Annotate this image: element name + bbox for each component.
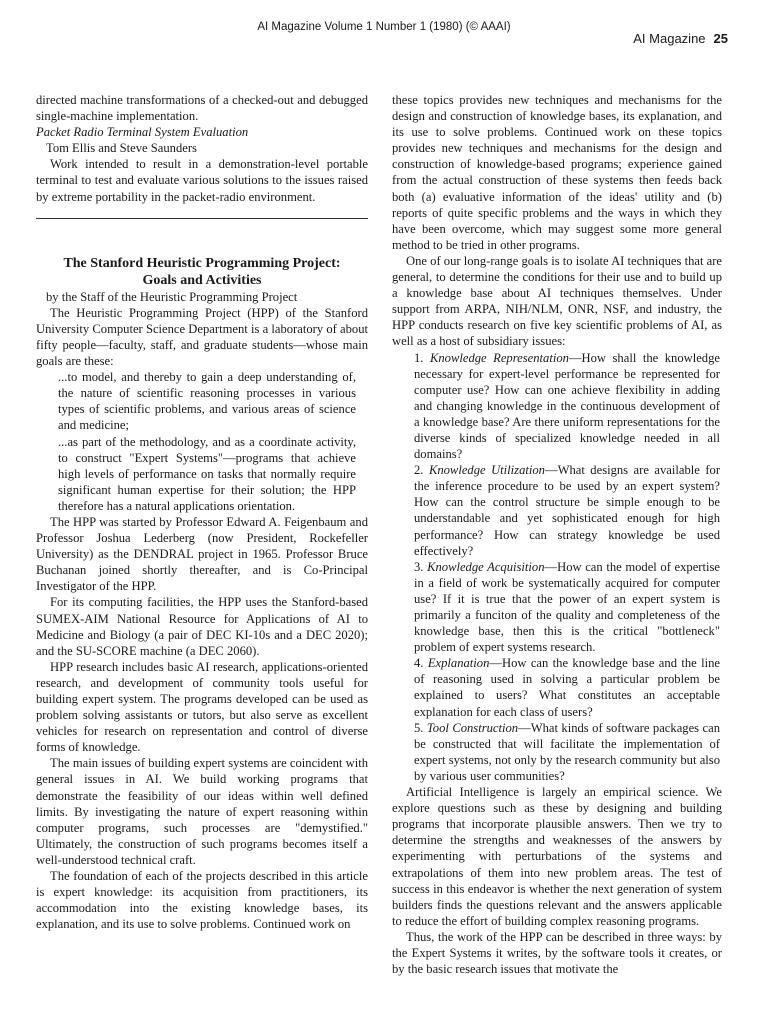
issue-number: 1. <box>414 350 424 365</box>
issue-text: —How can the model of expertise in a field of work be systematically acquired for computer use? If it is true that the power of an expert system is primarily a funciton of the quality and completeness of the knowledge base, then this is the critical "bottleneck" problem of expert systems research. <box>414 559 720 655</box>
paragraph-facilities: For its computing facilities, the HPP uses the Stanford-based SUMEX-AIM National Resource for Applications of AI to Medicine and Biology (a pair of DEC KI-10s and a DEC 2020); and the SU-SCORE machine (a DEC 2060). <box>36 595 368 658</box>
paragraph-empirical: Artificial Intelligence is largely an empirical science. We explore questions such as these by designing and building programs that incorporate plausible answers. Then we try to determine the strengths and weaknesses of the answers by experimenting with perturbations of the systems and extrapolations of them into new problem areas. The test of success in this endeavor is whether the next generation of system builders finds the questions relevant and the answers applicable to reduce the effort of building complex reasoning programs. <box>392 785 722 928</box>
goal-item-1: ...to model, and thereby to gain a deep understanding of, the nature of scientific reasoning processes in various types of scientific problems, and various areas of science and medicine; <box>58 370 356 433</box>
issue-text: —How shall the knowledge necessary for expert-level performance be represented for computer use? How can one achieve flexibility in adding and changing knowledge in the continuous development of a knowledge base? Are there uniform representations for the diverse kinds of specialized knowledge needed in all domains? <box>414 350 720 462</box>
article-title-line-1: The Stanford Heuristic Programming Project: <box>63 255 341 271</box>
article-title-line-2: Goals and Activities <box>142 272 262 288</box>
paragraph-foundation: The foundation of each of the projects described in this article is expert knowledge: its acquisition from practitioners, its accommodation into the existing knowledge bases, its explanation, and its use to solve problems. Continued work on <box>36 869 368 932</box>
issue-label: Tool Construction <box>426 720 519 735</box>
issue-label: Knowledge Acquisition <box>427 559 545 574</box>
issue-label: Knowledge Representation <box>429 350 569 365</box>
page-number: 25 <box>713 31 728 46</box>
paragraph-issues: The main issues of building expert systems are coincident with general issues in AI. We build working programs that demonstrate the feasibility of our ideas within well defined limits. By investigating the nature of expert reasoning within computer programs, such processes are "demystified." Ultimately, the construction of such programs becomes itself a well-understood technical craft. <box>36 756 368 867</box>
left-column <box>36 92 368 932</box>
issue-text: —What designs are available for the inference procedure to be used by an expert system? How can the control structure be simple enough to be understandable and yet sophisticated enough for high performance? How can strategy knowledge be used effectively? <box>414 463 721 558</box>
issue-item-5 <box>392 720 722 784</box>
paragraph-research: HPP research includes basic AI research, applications-oriented research, and development of community tools useful for building expert system. The programs developed can be used as problem solving assistants or tutors, but also serve as excellent vehicles for research on representation and control of diverse forms of knowledge. <box>36 659 368 755</box>
issue-number: 3. <box>414 559 424 574</box>
issue-number: 5. <box>414 720 424 735</box>
paragraph-intro: The Heuristic Programming Project (HPP) of the Stanford University Computer Science Department is a laboratory of about fifty people—faculty, staff, and graduate students—whose main goals are these: <box>36 305 368 369</box>
project-item-authors: Tom Ellis and Steve Saunders <box>46 141 197 156</box>
issue-label: Knowledge Utilization <box>428 463 545 478</box>
right-column <box>392 92 722 977</box>
project-item-title: Packet Radio Terminal System Evaluation <box>36 125 249 140</box>
article-title <box>36 255 368 289</box>
issue-label: Explanation <box>427 656 490 671</box>
section-divider <box>36 218 368 219</box>
paragraph-history: The HPP was started by Professor Edward A. Feigenbaum and Professor Joshua Lederberg (now President, Rockefeller University) as the DENDRAL project in 1965. Professor Bruce Buchanan joined shortly thereafter, and is Co-Principal Investigator of the HPP. <box>36 514 368 594</box>
issue-text: —What kinds of software packages can be constructed that will facilitate the implementation of expert systems, not only by the research community but also by various user communities? <box>414 720 720 783</box>
issue-number: 4. <box>414 656 424 671</box>
issue-item-4 <box>392 655 722 719</box>
paragraph-continuation-right: these topics provides new techniques and mechanisms for the design and construction of knowledge bases, its explanation, and its use to solve problems. Continued work on these topics provides new techniques and mechanisms for the design and construction of knowledge-based programs; experience gained from the actual construction of these systems then feeds back both (a) evaluative information of the ideas' utility and (b) reports of quite specific problems and the ways in which they have been overcome, which may suggest some more general method to be tried in other programs. <box>392 93 722 252</box>
project-item-body: Work intended to result in a demonstration-level portable terminal to test and evaluate various solutions to the issues raised by extreme portability in the packet-radio environment. <box>36 157 368 204</box>
journal-citation-line: AI Magazine Volume 1 Number 1 (1980) (© AAAI) <box>257 21 511 33</box>
paragraph-goals: One of our long-range goals is to isolate AI techniques that are general, to determine the conditions for their use and to build up a knowledge base about AI techniques themselves. Under support from ARPA, NIH/NLM, ONR, NSF, and industry, the HPP conducts research on five key scientific problems of AI, as well as a host of subsidiary issues: <box>392 253 722 349</box>
paragraph-continuation: directed machine transformations of a checked-out and debugged single-machine implementation. <box>36 93 368 124</box>
running-head <box>633 31 728 46</box>
issue-number: 2. <box>414 463 424 478</box>
issue-item-3 <box>392 559 722 656</box>
issue-text: —How can the knowledge base and the line of reasoning used in solving a particular problem be explained to users? What constitutes an acceptable explanation for each class of users? <box>414 656 720 719</box>
article-byline: by the Staff of the Heuristic Programming Project <box>46 289 298 304</box>
issue-item-2 <box>392 462 722 559</box>
running-title: AI Magazine <box>633 31 706 46</box>
goal-item-2: ...as part of the methodology, and as a coordinate activity, to construct "Expert Systems"—programs that achieve high levels of performance on tasks that normally require significant human expertise for their solution; the HPP therefore has a natural applications orientation. <box>58 434 356 513</box>
paragraph-thus: Thus, the work of the HPP can be described in three ways: by the Expert Systems it writes, by the software tools it creates, or by the basic research issues that motivate the <box>392 929 722 977</box>
issue-item-1 <box>392 350 722 463</box>
